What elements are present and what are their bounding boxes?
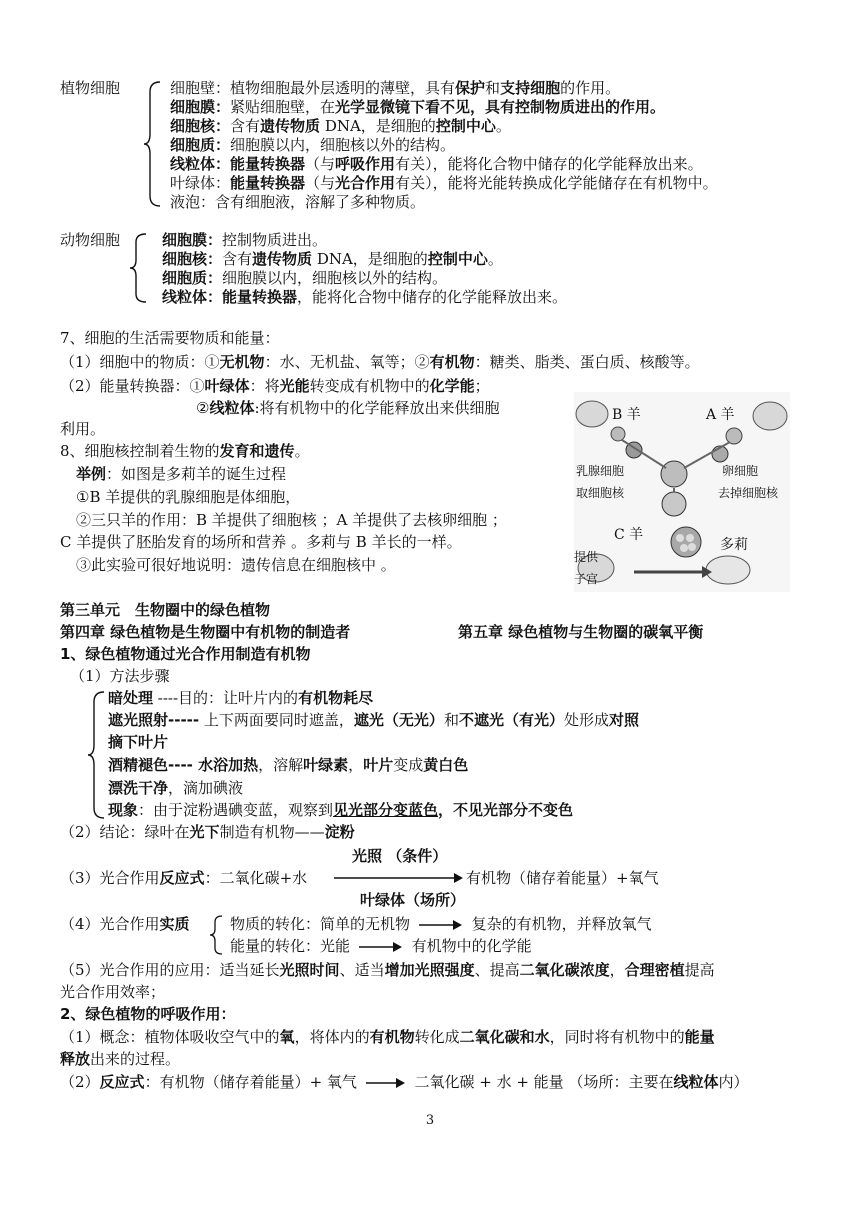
dolly-cloning-figure bbox=[574, 392, 790, 592]
section-8-point-4: ③此实验可很好地说明：遗传信息在细胞核中 。 bbox=[76, 556, 396, 574]
section-7-title: 7、细胞的生活需要物质和能量： bbox=[60, 329, 280, 347]
step-shading: 遮光照射----- 上下两面要同时遮盖，遮光（无光）和不遮光（有光）处形成对照 bbox=[108, 711, 639, 729]
reaction-products: 有机物（储存着能量）+氧气 bbox=[466, 869, 659, 887]
animal-cell-membrane: 细胞膜：控制物质进出。 bbox=[162, 231, 328, 249]
plant-cytoplasm: 细胞质：细胞膜以内，细胞核以外的结构。 bbox=[170, 136, 456, 154]
section-7-line-3: ②线粒体:将有机物中的化学能释放出来供细胞 bbox=[196, 399, 500, 417]
step-pick-leaf: 摘下叶片 bbox=[108, 733, 169, 751]
chapter-5-title: 第五章 绿色植物与生物圈的碳氧平衡 bbox=[458, 623, 704, 641]
plant-vacuole: 液泡：含有细胞液，溶解了多种物质。 bbox=[170, 193, 426, 211]
take-nucleus-label: 取细胞核 bbox=[576, 486, 625, 500]
arrow-icon bbox=[334, 870, 464, 886]
respiration-heading: 2、绿色植物的呼吸作用： bbox=[60, 1005, 236, 1023]
arrow-icon bbox=[419, 919, 463, 931]
brace-icon bbox=[86, 690, 108, 820]
section-7-line-4: 利用。 bbox=[60, 420, 106, 438]
brace-icon bbox=[128, 232, 150, 304]
dolly-label: 多莉 bbox=[720, 537, 748, 553]
mammary-cell-label: 乳腺细胞 bbox=[576, 464, 625, 478]
chapter-4-title: 第四章 绿色植物是生物圈中有机物的制造者 bbox=[60, 623, 351, 641]
energy-conversion: 能量的转化：光能 有机物中的化学能 bbox=[230, 937, 532, 955]
a-sheep-label: A 羊 bbox=[706, 407, 735, 423]
section-8-point-3: C 羊提供了胚胎发育的场所和营养 。多莉与 B 羊长的一样。 bbox=[60, 533, 462, 551]
step-phenomenon: 现象：由于淀粉遇碘变蓝，观察到见光部分变蓝色，不见光部分不变色 bbox=[108, 801, 574, 819]
reaction-equation: （3）光合作用反应式：二氧化碳+水 bbox=[60, 869, 308, 887]
plant-cell-wall: 细胞壁：植物细胞最外层透明的薄壁，具有保护和支持细胞的作用。 bbox=[170, 79, 621, 97]
conclusion: （2）结论：绿叶在光下制造有机物——淀粉 bbox=[60, 823, 355, 841]
provide-label: 提供 bbox=[574, 550, 599, 564]
step-rinse: 漂洗干净，滴加碘液 bbox=[108, 779, 244, 797]
b-sheep-label: B 羊 bbox=[612, 407, 641, 423]
remove-nucleus-label: 去掉细胞核 bbox=[718, 486, 779, 500]
brace-icon bbox=[208, 914, 226, 956]
respiration-concept-2: 释放出来的过程。 bbox=[60, 1050, 181, 1068]
egg-cell-label: 卵细胞 bbox=[722, 464, 759, 478]
photosynthesis-heading: 1、绿色植物通过光合作用制造有机物 bbox=[60, 645, 311, 663]
plant-cell-membrane: 细胞膜：紧贴细胞壁，在光学显微镜下看不见，具有控制物质进出的作用。 bbox=[170, 98, 666, 116]
respiration-equation: （2）反应式：有机物（储存着能量）+ 氧气 二氧化碳 + 水 + 能量 （场所：主要在线粒体内） bbox=[60, 1073, 749, 1091]
page-number: 3 bbox=[425, 1113, 435, 1128]
arrow-icon bbox=[366, 1077, 406, 1089]
step-dark-treatment: 暗处理 ----目的：让叶片内的有机物耗尽 bbox=[108, 689, 374, 707]
section-8-point-1: ①B 羊提供的乳腺细胞是体细胞， bbox=[76, 488, 301, 506]
animal-cell-label: 动物细胞 bbox=[60, 231, 121, 249]
animal-mitochondria: 线粒体：能量转换器，能将化合物中储存的化学能释放出来。 bbox=[162, 288, 568, 306]
section-8-title: 8、细胞核控制着生物的发育和遗传。 bbox=[60, 442, 310, 460]
brace-icon bbox=[142, 80, 164, 208]
section-7-line-1: （1）细胞中的物质：①无机物：水、无机盐、氧等；②有机物：糖类、脂类、蛋白质、核酸等。 bbox=[60, 353, 700, 371]
animal-cell-nucleus: 细胞核：含有遗传物质 DNA，是细胞的控制中心。 bbox=[162, 250, 503, 268]
application-line-2: 光合作用效率； bbox=[60, 983, 166, 1001]
essence-label: （4）光合作用实质 bbox=[60, 915, 190, 933]
animal-cytoplasm: 细胞质：细胞膜以内，细胞核以外的结构。 bbox=[162, 269, 448, 287]
step-alcohol: 酒精褪色---- 水浴加热，溶解叶绿素，叶片变成黄白色 bbox=[108, 756, 469, 774]
unit-3-title: 第三单元 生物圈中的绿色植物 bbox=[60, 601, 271, 619]
respiration-concept-1: （1）概念：植物体吸收空气中的氧，将体内的有机物转化成二氧化碳和水，同时将有机物中的能量 bbox=[60, 1028, 715, 1046]
c-sheep-label: C 羊 bbox=[614, 527, 644, 543]
plant-chloroplast: 叶绿体：能量转换器（与光合作用有关），能将光能转换成化学能储存在有机物中。 bbox=[170, 174, 718, 192]
matter-conversion: 物质的转化：简单的无机物 复杂的有机物，并释放氧气 bbox=[230, 915, 652, 933]
plant-mitochondria: 线粒体：能量转换器（与呼吸作用有关），能将化合物中储存的化学能释放出来。 bbox=[170, 155, 703, 173]
plant-cell-label: 植物细胞 bbox=[60, 79, 121, 97]
uterus-label: 子宫 bbox=[574, 572, 599, 586]
application-line-1: （5）光合作用的应用：适当延长光照时间、适当增加光照强度、提高二氧化碳浓度，合理密植提高 bbox=[60, 961, 715, 979]
section-7-line-2: （2）能量转换器：①叶绿体：将光能转变成有机物中的化学能； bbox=[60, 377, 490, 395]
section-8-point-2: ②三只羊的作用：B 羊提供了细胞核 ；A 羊提供了去核卵细胞 ； bbox=[76, 511, 507, 529]
section-8-example: 举例：如图是多莉羊的诞生过程 bbox=[76, 465, 287, 483]
plant-cell-nucleus: 细胞核：含有遗传物质 DNA，是细胞的控制中心。 bbox=[170, 117, 511, 135]
condition-label: 光照 （条件） bbox=[352, 847, 448, 865]
arrow-icon bbox=[359, 941, 403, 953]
site-label: 叶绿体（场所） bbox=[360, 891, 466, 909]
method-steps-title: （1）方法步骤 bbox=[70, 667, 170, 685]
